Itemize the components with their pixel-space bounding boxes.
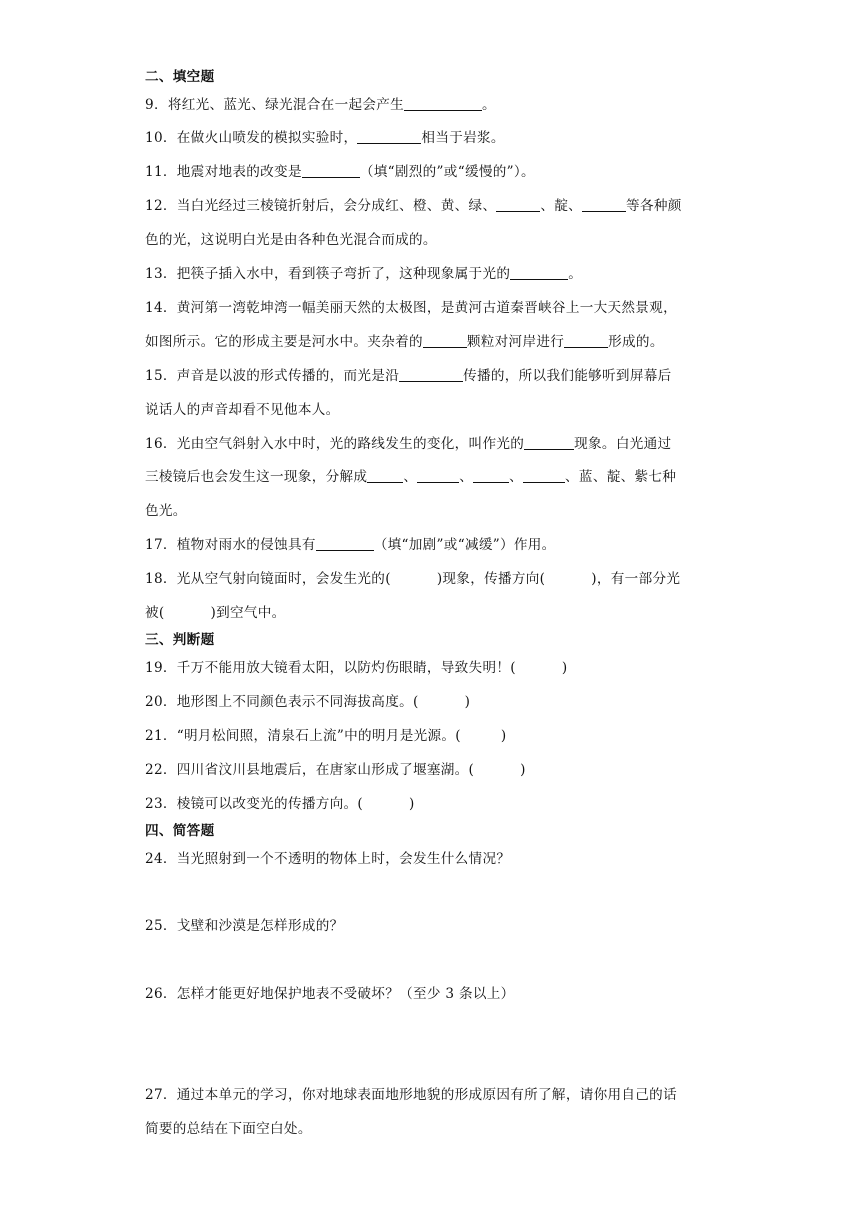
question-20: 20．地形图上不同颜色表示不同海拔高度。( ) bbox=[145, 694, 471, 710]
question-10: 10．在做火山喷发的模拟实验时， 相当于岩浆。 bbox=[145, 130, 505, 146]
section-short-heading: 四、简答题 bbox=[145, 823, 215, 839]
question-19: 19．千万不能用放大镜看太阳，以防灼伤眼睛，导致失明！( ) bbox=[145, 660, 568, 676]
question-27-cont: 简要的总结在下面空白处。 bbox=[145, 1121, 312, 1137]
question-13: 13．把筷子插入水中，看到筷子弯折了，这种现象属于光的 。 bbox=[145, 266, 583, 282]
answer-blank[interactable] bbox=[524, 435, 574, 450]
question-16-cont: 三棱镜后也会发生这一现象，分解成 、 、 、 、蓝、靛、紫七种 bbox=[145, 469, 677, 485]
answer-blank[interactable] bbox=[473, 468, 509, 483]
question-21: 21．“明月松间照，清泉石上流”中的明月是光源。( ) bbox=[145, 728, 507, 744]
section-fill-heading: 二、填空题 bbox=[145, 69, 215, 85]
question-14-cont: 如图所示。它的形成主要是河水中。夹杂着的 颗粒对河岸进行 形成的。 bbox=[145, 334, 664, 350]
question-12-cont: 色的光，这说明白光是由各种色光混合而成的。 bbox=[145, 232, 437, 248]
answer-blank[interactable] bbox=[582, 197, 626, 212]
question-18: 18．光从空气射向镜面时，会发生光的( )现象，传播方向( )，有一部分光 bbox=[145, 571, 681, 587]
section-judge-heading: 三、判断题 bbox=[145, 632, 215, 648]
question-22: 22．四川省汶川县地震后，在唐家山形成了堰塞湖。( ) bbox=[145, 762, 526, 778]
question-12: 12．当白光经过三棱镜折射后，会分成红、橙、黄、绿、 、靛、 等各种颜 bbox=[145, 198, 682, 214]
question-16-cont2: 色光。 bbox=[145, 503, 187, 519]
question-24: 24．当光照射到一个不透明的物体上时，会发生什么情况？ bbox=[145, 851, 511, 867]
question-16: 16．光由空气斜射入水中时，光的路线发生的变化，叫作光的 现象。白光通过 bbox=[145, 436, 672, 452]
answer-blank[interactable] bbox=[316, 536, 374, 551]
question-9: 9．将红光、蓝光、绿光混合在一起会产生 。 bbox=[145, 97, 496, 113]
answer-blank[interactable] bbox=[404, 96, 482, 111]
question-18-cont: 被( )到空气中。 bbox=[145, 605, 286, 621]
answer-blank[interactable] bbox=[510, 265, 568, 280]
answer-blank[interactable] bbox=[302, 163, 360, 178]
question-15-cont: 说话人的声音却看不见他本人。 bbox=[145, 402, 340, 418]
question-23: 23．棱镜可以改变光的传播方向。( ) bbox=[145, 796, 415, 812]
question-14: 14．黄河第一湾乾坤湾一幅美丽天然的太极图，是黄河古道秦晋峡谷上一大天然景观， bbox=[145, 300, 677, 316]
answer-blank[interactable] bbox=[399, 367, 463, 382]
question-15: 15．声音是以波的形式传播的，而光是沿 传播的，所以我们能够听到屏幕后 bbox=[145, 368, 672, 384]
question-25: 25．戈壁和沙漠是怎样形成的？ bbox=[145, 918, 344, 934]
question-17: 17．植物对雨水的侵蚀具有 （填“加剧”或“减缓”）作用。 bbox=[145, 537, 556, 553]
question-27: 27．通过本单元的学习，你对地球表面地形地貌的形成原因有所了解，请你用自己的话 bbox=[145, 1087, 677, 1103]
answer-blank[interactable] bbox=[367, 468, 403, 483]
answer-blank[interactable] bbox=[523, 468, 565, 483]
answer-blank[interactable] bbox=[564, 333, 608, 348]
question-26: 26．怎样才能更好地保护地表不受破坏？（至少 3 条以上） bbox=[145, 986, 515, 1002]
answer-blank[interactable] bbox=[357, 129, 421, 144]
answer-blank[interactable] bbox=[417, 468, 459, 483]
answer-blank[interactable] bbox=[423, 333, 467, 348]
answer-blank[interactable] bbox=[496, 197, 540, 212]
question-11: 11．地震对地表的改变是 （填“剧烈的”或“缓慢的”）。 bbox=[145, 164, 535, 180]
